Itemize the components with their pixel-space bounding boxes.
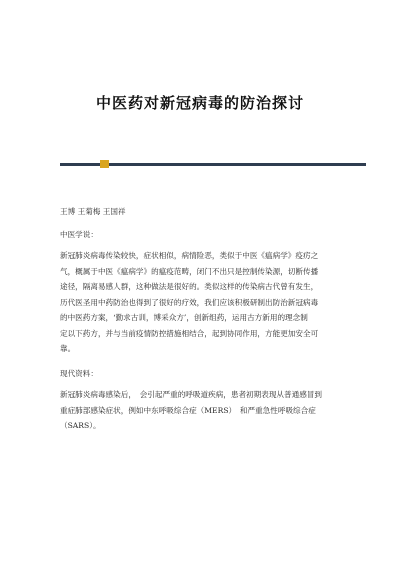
paragraph-line: 气，概属于中医《瘟病学》的瘟疫范畴，闭门不出只是控制传染源，切断传播	[60, 266, 319, 276]
paragraph-line: 途径，隔离易感人群，这种做法是很好的。类似这样的传染病古代曾有发生，	[60, 282, 319, 291]
paragraph-line: 靠。	[60, 344, 76, 353]
paragraph-line: 历代医圣用中药防治也得到了很好的疗效，我们应该积极研制出防治新冠病毒	[60, 297, 319, 307]
paragraph-line: 定以下药方，并与当前疫情防控措施相结合，起到协同作用，方能更加安全可	[60, 328, 319, 338]
paragraph-line: 的中医药方案，‘勤求古训，博采众方’，创新组药，运用古方新用的理念制	[60, 313, 308, 322]
paragraph-line: 重症肺部感染症状，例如中东呼吸综合症（MERS） 和严重急性呼吸综合症	[60, 405, 316, 415]
paragraph-line: 新冠肺炎病毒感染后， 会引起严重的呼吸道疾病，患者初期表现从普通感冒到	[60, 390, 322, 399]
paragraph-tcm	[60, 248, 366, 357]
document-title: 中医药对新冠病毒的防治探讨	[95, 94, 304, 112]
paragraph-line: （SARS）。	[60, 421, 101, 430]
paragraph-line: 新冠肺炎病毒传染较快，症状相似，病情险恶，类似于中医《瘟病学》疫疠之	[60, 251, 319, 260]
author-line: 王博 王菊梅 王国祥	[60, 207, 126, 216]
document-body	[60, 204, 366, 443]
paragraph-modern	[60, 387, 366, 434]
divider-accent	[100, 160, 109, 168]
section-label-modern: 现代资料：	[60, 368, 98, 378]
section-label-tcm: 中医学说：	[60, 229, 98, 239]
